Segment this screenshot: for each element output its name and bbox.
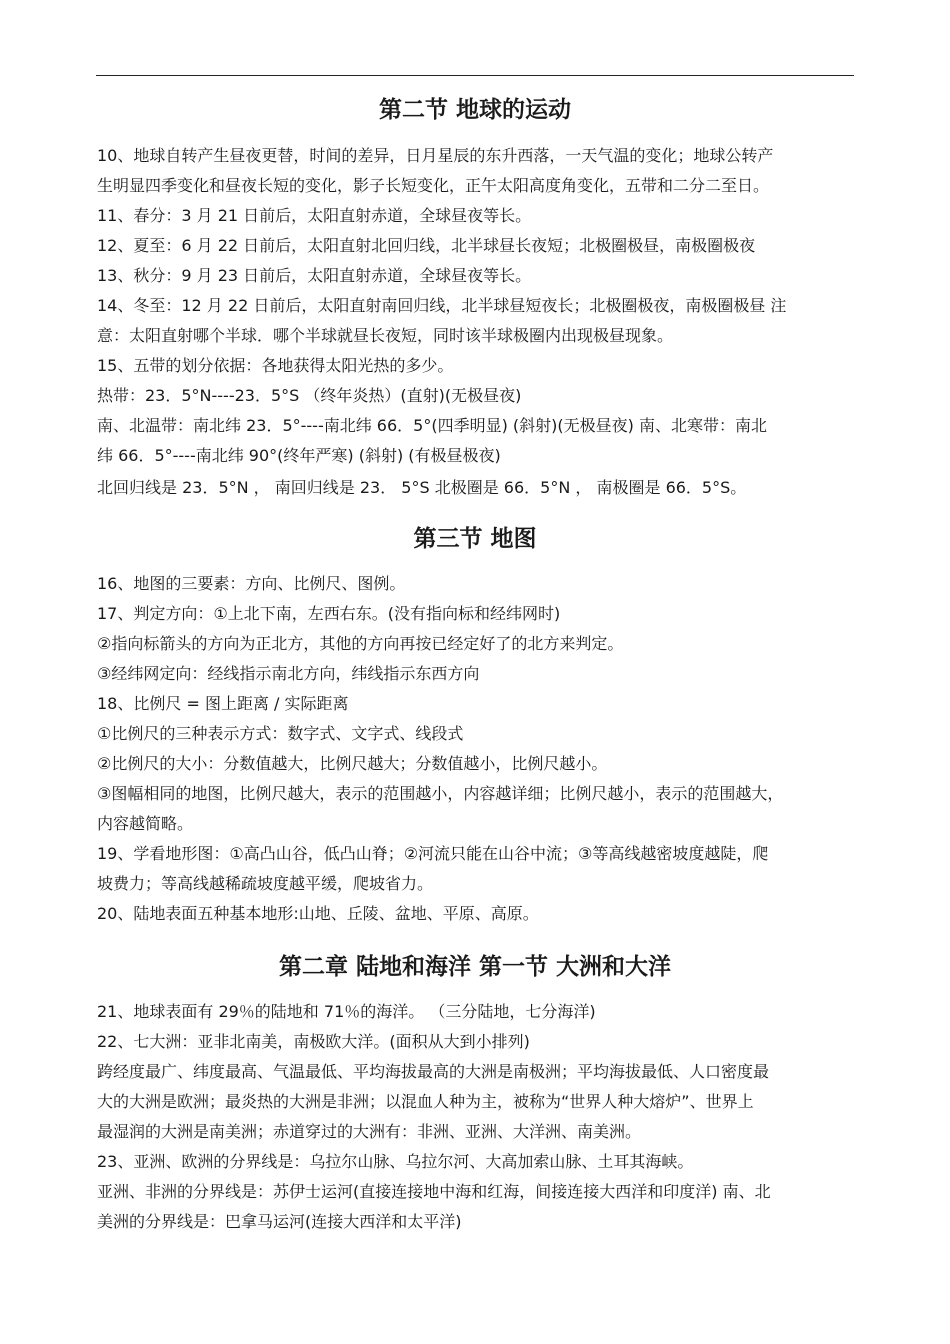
text-line: ①比例尺的三种表示方式：数字式、文字式、线段式: [97, 724, 464, 743]
text-line: 热带：23．5°N----23．5°S （终年炎热）(直射)(无极昼夜): [97, 386, 522, 405]
text-line: ②指向标箭头的方向为正北方，其他的方向再按已经定好了的北方来判定。: [97, 634, 624, 653]
text-line: ③经纬网定向：经线指示南北方向，纬线指示东西方向: [97, 664, 480, 683]
text-line: 最湿润的大洲是南美洲；赤道穿过的大洲有：非洲、亚洲、大洋洲、南美洲。: [97, 1122, 642, 1141]
text-line: 11、春分：3 月 21 日前后，太阳直射赤道，全球昼夜等长。: [97, 206, 532, 225]
text-line: 14、冬至：12 月 22 日前后，太阳直射南回归线，北半球昼短夜长；北极圈极夜，南极圈极昼 注: [97, 296, 787, 315]
text-line: 跨经度最广、纬度最高、气温最低、平均海拔最高的大洲是南极洲；平均海拔最低、人口密度最: [97, 1062, 770, 1081]
text-line: 10、地球自转产生昼夜更替，时间的差异，日月星辰的东升西落，一天气温的变化；地球公转产: [97, 146, 774, 165]
heading-section-3: 第三节 地图: [413, 526, 537, 552]
text-line: 15、五带的划分依据：各地获得太阳光热的多少。: [97, 356, 454, 375]
text-line: 生明显四季变化和昼夜长短的变化，影子长短变化，正午太阳高度角变化，五带和二分二至日。: [97, 176, 770, 195]
text-line: 23、亚洲、欧洲的分界线是：乌拉尔山脉、乌拉尔河、大高加索山脉、土耳其海峡。: [97, 1152, 694, 1171]
text-line: 13、秋分：9 月 23 日前后，太阳直射赤道，全球昼夜等长。: [97, 266, 532, 285]
text-line: 意：太阳直射哪个半球．哪个半球就昼长夜短，同时该半球极圈内出现极昼现象。: [97, 326, 674, 345]
text-line: 21、地球表面有 29％的陆地和 71％的海洋。 （三分陆地，七分海洋): [97, 1002, 596, 1021]
text-line: 22、七大洲：亚非北南美，南极欧大洋。(面积从大到小排列): [97, 1032, 530, 1051]
text-line: 亚洲、非洲的分界线是：苏伊士运河(直接连接地中海和红海，间接连接大西洋和印度洋) 南、北: [97, 1182, 771, 1201]
text-line: 18、比例尺 = 图上距离 / 实际距离: [97, 694, 349, 713]
text-line: 坡费力；等高线越稀疏坡度越平缓，爬坡省力。: [97, 874, 434, 893]
text-line: 17、判定方向：①上北下南，左西右东。(没有指向标和经纬网时): [97, 604, 561, 623]
text-line: 内容越简略。: [97, 814, 194, 833]
top-rule: [96, 75, 854, 76]
text-line: ③图幅相同的地图，比例尺越大，表示的范围越小，内容越详细；比例尺越小，表示的范围越大，: [97, 784, 784, 803]
text-line: 北回归线是 23．5°N ， 南回归线是 23． 5°S 北极圈是 66．5°N ， 南极圈是 66．5°S。: [97, 478, 747, 497]
text-line: 大的大洲是欧洲；最炎热的大洲是非洲；以混血人种为主，被称为“世界人种大熔炉”、世界上: [97, 1092, 754, 1111]
text-line: 19、学看地形图：①高凸山谷，低凸山脊；②河流只能在山谷中流；③等高线越密坡度越陡，爬: [97, 844, 769, 863]
text-line: 美洲的分界线是：巴拿马运河(连接大西洋和太平洋): [97, 1212, 462, 1231]
text-line: ②比例尺的大小：分数值越大，比例尺越大；分数值越小，比例尺越小。: [97, 754, 608, 773]
text-line: 12、夏至：6 月 22 日前后，太阳直射北回归线，北半球昼长夜短；北极圈极昼，南极圈极夜: [97, 236, 756, 255]
text-line: 20、陆地表面五种基本地形:山地、丘陵、盆地、平原、高原。: [97, 904, 539, 923]
heading-chapter-2: 第二章 陆地和海洋 第一节 大洲和大洋: [278, 954, 672, 980]
heading-section-2: 第二节 地球的运动: [378, 97, 571, 123]
text-line: 16、地图的三要素：方向、比例尺、图例。: [97, 574, 406, 593]
text-line: 南、北温带：南北纬 23．5°----南北纬 66．5°(四季明显) (斜射)(无极昼夜) 南、北寒带：南北: [97, 416, 767, 435]
text-line: 纬 66．5°----南北纬 90°(终年严寒) (斜射) (有极昼极夜): [97, 446, 501, 465]
